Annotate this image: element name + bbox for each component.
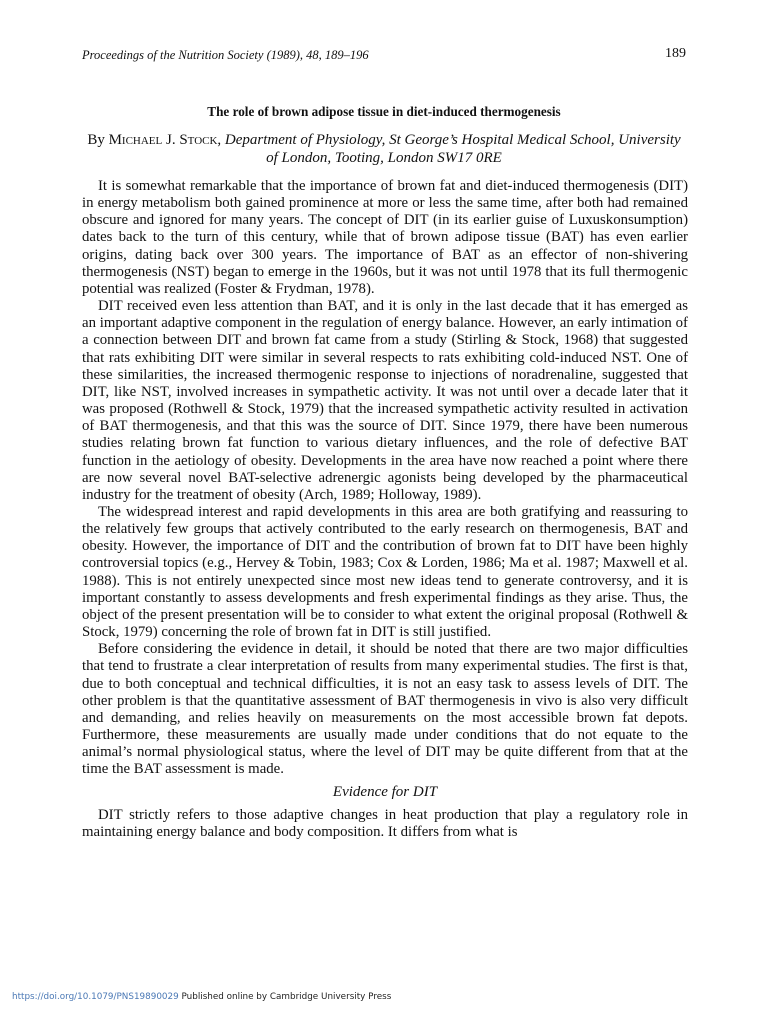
paragraph-4: Before considering the evidence in detail, it should be noted that there are two major difficulties that tend to frustrate a clear interpretation of results from many experimental studies. The first is that, due to both conceptual and technical difficulties, it is not an easy task to assess levels of DIT. The other problem is that the quantitative assessment of BAT thermogenesis in vivo is also very difficult and demanding, and relies heavily on measurements on the most accessible brown fat depots. Furthermore, these measurements are usually made under conditions that do not equate to the animal’s normal physiological status, where the level of DIT may be quite different from that at the time the BAT assessment is made. <box>82 641 688 778</box>
paragraph-3: The widespread interest and rapid developments in this area are both gratifying and reassuring to the relatively few groups that actively contributed to the early research on thermogenesis, BAT and obesity. However, the importance of DIT and the contribution of brown fat to DIT have been highly controversial topics (e.g., Hervey & Tobin, 1983; Cox & Lorden, 1986; Ma et al. 1987; Maxwell et al. 1988). This is not entirely unexpected since most new ideas tend to generate controversy, and it is important constantly to assess developments and fresh experimental findings as they arise. Thus, the object of the present presentation will be to consider to what extent the original proposal (Rothwell & Stock, 1979) concerning the role of brown fat in DIT is still justified. <box>82 503 688 641</box>
author-name: Michael J. Stock, <box>108 132 222 148</box>
author-affiliation: Department of Physiology, St George’s Hospital Medical School, University of London, Tooting, London SW17 0RE <box>224 132 681 166</box>
by-label: By <box>87 132 105 148</box>
section-heading: Evidence for DIT <box>332 784 438 801</box>
paragraph-2: DIT received even less attention than BAT, and it is only in the last decade that it has emerged as an important adaptive component in the regulation of energy balance. However, an early intimation of a connection between DIT and brown fat came from a study (Stirling & Stock, 1968) that suggested that rats exhibiting DIT were similar in several respects to rats exhibiting cold-induced NST. One of these similarities, the increased thermogenic response to injections of noradrenaline, suggested that DIT, like NST, involved increases in sympathetic activity. It was not until over a decade later that it was proposed (Rothwell & Stock, 1979) that the increased sympathetic activity resulted in activation of BAT thermogenesis, and that this was the source of DIT. Since 1979, there have been numerous studies relating brown fat function to various dietary influences, and the role of defective BAT function in the aetiology of obesity. Developments in the area have now reached a point where there are now several novel BAT-selective adrenergic agonists being developed by the pharmaceutical industry for the treatment of obesity (Arch, 1989; Holloway, 1989). <box>82 298 688 503</box>
paragraph-1: It is somewhat remarkable that the importance of brown fat and diet-induced thermogenesis (DIT) in energy metabolism both gained prominence at more or less the same time, after both had remained obscure and ignored for many years. The concept of DIT (in its earlier guise of Luxuskonsumption) dates back to the turn of this century, while that of brown adipose tissue (BAT) has even earlier origins, dating back over 300 years. The importance of BAT as an effector of non-shivering thermogenesis (NST) began to emerge in the 1960s, but it was not until 1978 that its full thermogenic potential was realized (Foster & Frydman, 1978). <box>82 178 688 297</box>
footer <box>12 992 391 1002</box>
journal-citation: Proceedings of the Nutrition Society (1989), 48, 189–196 <box>82 48 369 62</box>
article-body <box>82 178 688 841</box>
running-header <box>82 48 686 68</box>
publisher-note: Published online by Cambridge University Press <box>178 992 392 1002</box>
page-number: 189 <box>665 46 686 61</box>
article-title: The role of brown adipose tissue in diet-induced thermogenesis <box>207 104 561 119</box>
section-paragraph: DIT strictly refers to those adaptive changes in heat production that play a regulatory role in maintaining energy balance and body composition. It differs from what is <box>82 806 688 840</box>
doi-link[interactable]: https://doi.org/10.1079/PNS19890029 <box>12 992 179 1002</box>
author-line <box>82 131 686 167</box>
